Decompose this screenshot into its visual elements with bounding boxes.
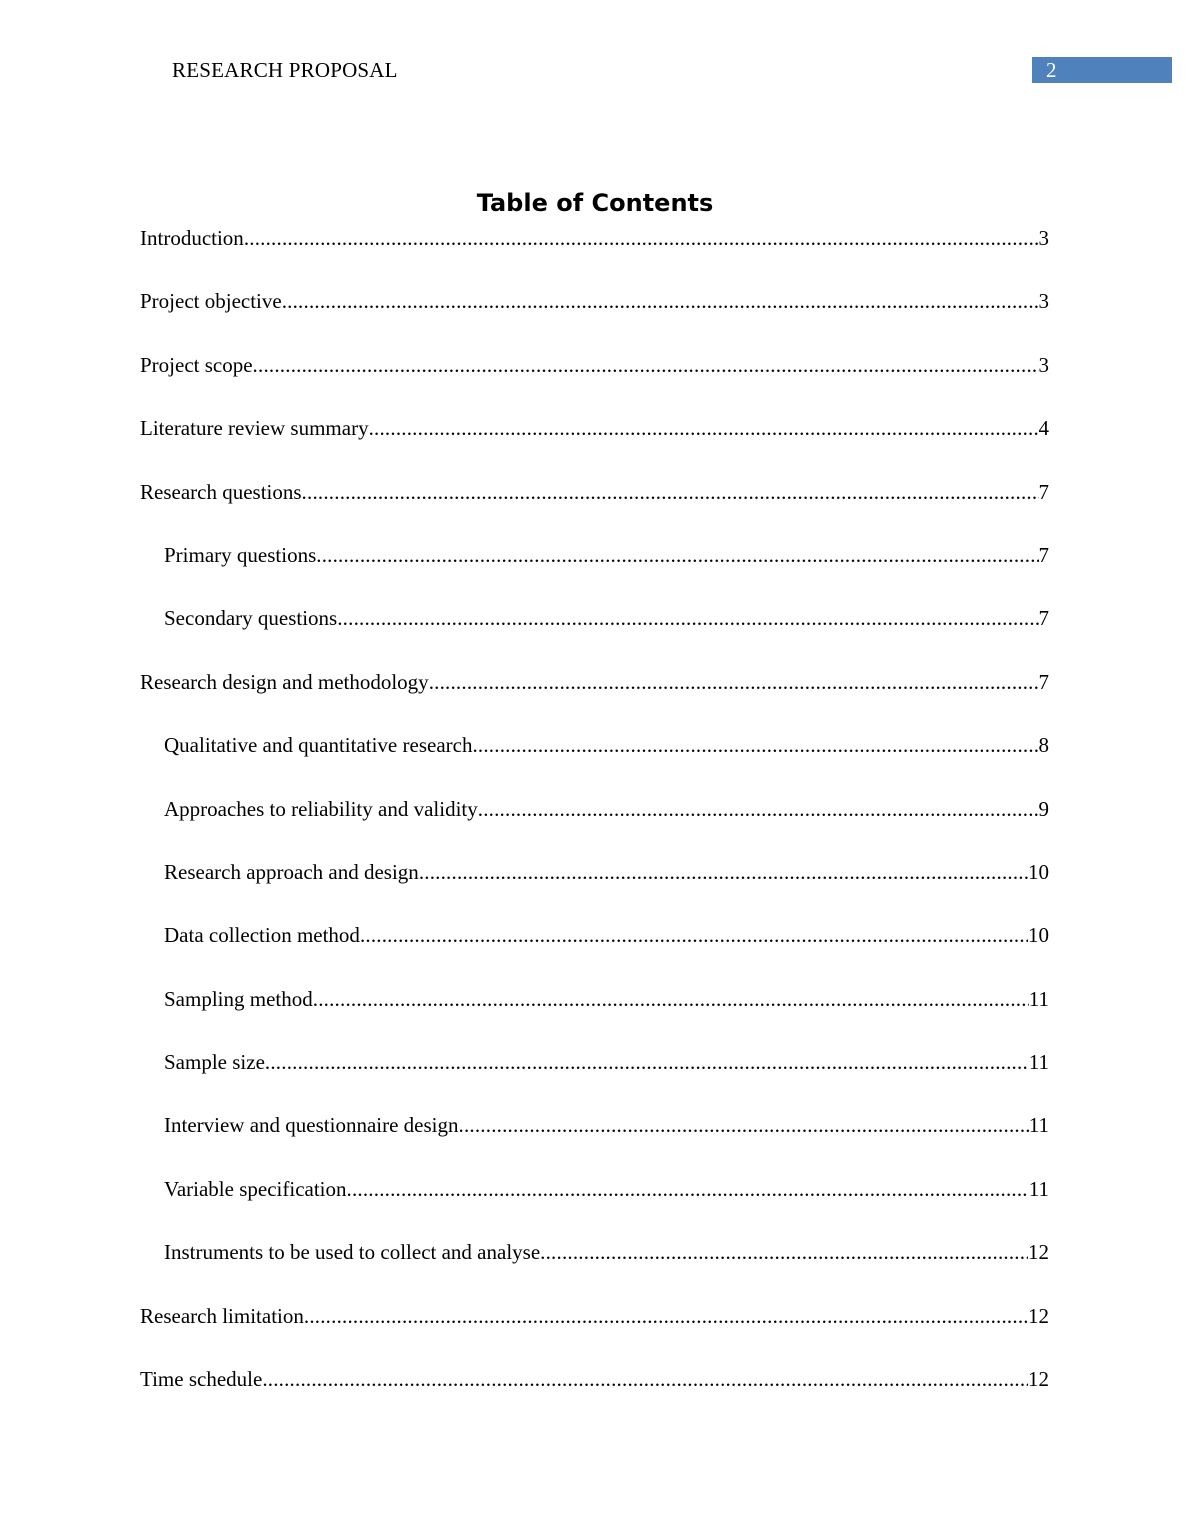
dot-leader [316,541,1038,569]
toc-entry-qualitative-and-quantitative-research[interactable] [140,731,1049,794]
toc-entry-interview-and-questionnaire-design[interactable] [140,1111,1049,1174]
dot-leader [282,287,1039,315]
toc-page-number: 3 [1038,289,1049,314]
toc-page-number: 12 [1028,1240,1049,1265]
toc-page-number: 11 [1028,1176,1049,1201]
toc-entry-text: Variable specification [164,1176,347,1201]
toc-page-number: 10 [1028,859,1049,884]
toc-entry-text: Qualitative and quantitative research [164,733,473,758]
toc-page-number: 7 [1038,606,1049,631]
toc-entry-sample-size[interactable] [140,1048,1049,1111]
toc-entry-text: Instruments to be used to collect and analyse [164,1240,541,1265]
running-header-title: RESEARCH PROPOSAL [172,58,398,82]
toc-entry-text: Project scope [140,352,253,377]
toc-entry-research-limitation[interactable] [140,1302,1049,1365]
dot-leader [478,795,1039,823]
dot-leader [304,1302,1028,1330]
dot-leader [459,1111,1029,1139]
toc-page-number: 4 [1038,416,1049,441]
dot-leader [540,1238,1028,1266]
toc-entry-project-objective[interactable] [140,287,1049,350]
page-number: 2 [1046,58,1057,82]
toc-page-number: 8 [1038,733,1049,758]
toc-entry-text: Project objective [140,289,282,314]
dot-leader [472,731,1038,759]
toc-page-number: 3 [1038,226,1049,250]
dot-leader [360,921,1028,949]
toc-entry-text: Research design and methodology [140,669,429,694]
dot-leader [337,604,1038,632]
toc-entry-text: Introduction [140,226,244,250]
toc-entry-sampling-method[interactable] [140,985,1049,1048]
toc-entry-text: Interview and questionnaire design [164,1113,459,1138]
toc-entry-time-schedule[interactable] [140,1365,1049,1428]
toc-entry-research-design-and-methodology[interactable] [140,668,1049,731]
toc-page-number: 11 [1028,986,1049,1011]
dot-leader [262,1365,1028,1393]
dot-leader [429,668,1039,696]
toc-page-number: 12 [1028,1303,1049,1328]
toc-entry-text: Secondary questions [164,606,338,631]
toc-page-number: 9 [1038,796,1049,821]
toc-entry-primary-questions[interactable] [140,541,1049,604]
toc-entry-approaches-to-reliability-and-validity[interactable] [140,795,1049,858]
toc-page-number: 11 [1028,1050,1049,1075]
toc-entry-introduction[interactable] [140,224,1049,287]
dot-leader [419,858,1028,886]
toc-entry-research-questions[interactable] [140,478,1049,541]
toc-entry-text: Sample size [164,1050,265,1075]
table-of-contents [140,224,1049,1428]
dot-leader [347,1175,1029,1203]
toc-entry-text: Time schedule [140,1367,263,1392]
toc-entry-text: Research limitation [140,1303,304,1328]
dot-leader [253,351,1039,379]
page-number-badge [1032,57,1172,83]
toc-entry-data-collection-method[interactable] [140,921,1049,984]
toc-entry-text: Literature review summary [140,416,369,441]
toc-page-number: 11 [1028,1113,1049,1138]
toc-entry-literature-review-summary[interactable] [140,414,1049,477]
dot-leader [265,1048,1029,1076]
toc-entry-text: Data collection method [164,923,360,948]
toc-page-number: 3 [1038,352,1049,377]
dot-leader [369,414,1039,442]
toc-entry-text: Research questions [140,479,302,504]
toc-page-number: 12 [1028,1367,1049,1392]
toc-page-number: 7 [1038,542,1049,567]
toc-page-number: 10 [1028,923,1049,948]
toc-entry-project-scope[interactable] [140,351,1049,414]
toc-heading: Table of Contents [476,189,714,217]
toc-entry-text: Primary questions [164,542,317,567]
toc-entry-text: Approaches to reliability and validity [164,796,478,821]
toc-entry-instruments-to-be-used[interactable] [140,1238,1049,1301]
dot-leader [302,478,1039,506]
toc-entry-research-approach-and-design[interactable] [140,858,1049,921]
toc-entry-variable-specification[interactable] [140,1175,1049,1238]
toc-page-number: 7 [1038,669,1049,694]
toc-entry-text: Research approach and design [164,859,419,884]
toc-page-number: 7 [1038,479,1049,504]
dot-leader [244,224,1039,252]
toc-entry-text: Sampling method [164,986,313,1011]
toc-entry-secondary-questions[interactable] [140,604,1049,667]
dot-leader [313,985,1029,1013]
